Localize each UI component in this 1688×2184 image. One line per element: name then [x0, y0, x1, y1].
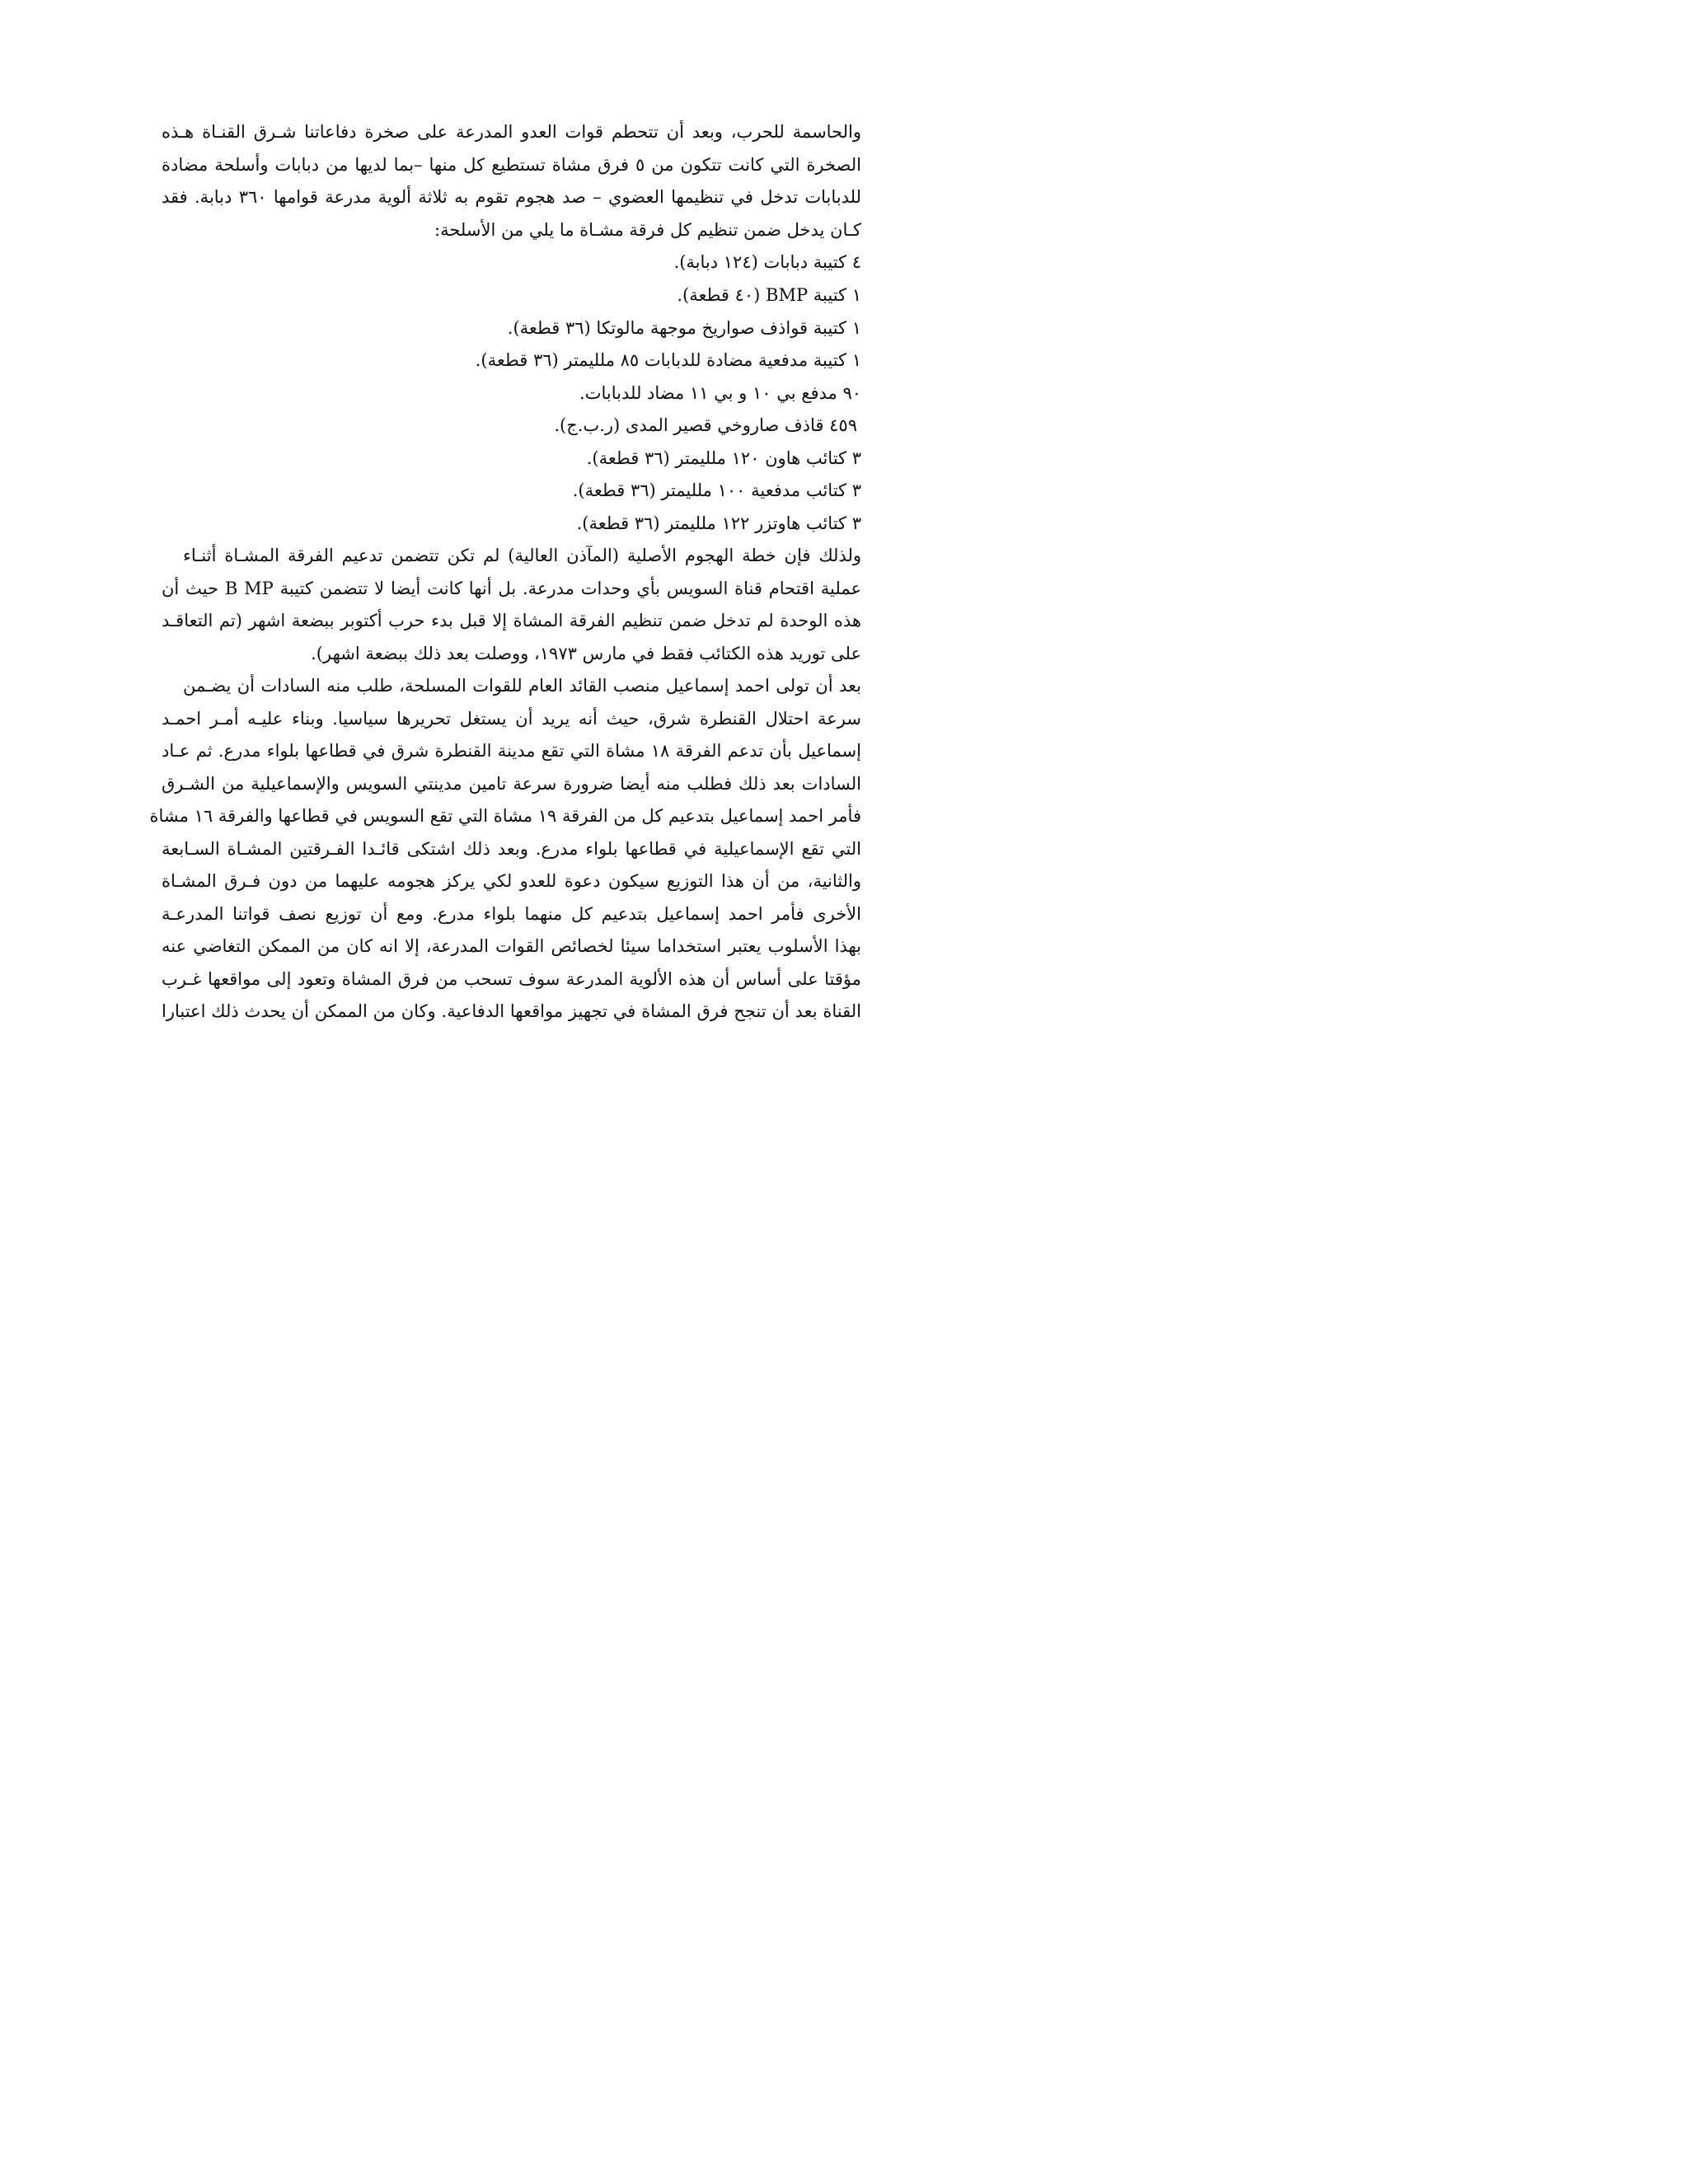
text-line: والثانية، من أن هذا التوزيع سيكون دعوة للعدو لكي يركز هجومه عليهما من دون فـرق المشـاة: [162, 871, 861, 891]
text-line: كـان يدخل ضمن تنظيم كل فرقة مشـاة ما يلي من الأسلحة:: [434, 220, 861, 240]
text-line: بعد أن تولى احمد إسماعيل منصب القائد العام للقوات المسلحة، طلب منه السادات أن يضـمن: [183, 676, 861, 696]
text-line: على توريد هذه الكتائب فقط في مارس ١٩٧٣، ووصلت بعد ذلك ببضعة اشهر).: [311, 644, 861, 663]
text-line: الصخرة التي كانت تتكون من ٥ فرق مشاة تستطيع كل منها –بما لديها من دبابات وأسلحة مضادة: [162, 155, 861, 175]
text-line: عملية اقتحام قناة السويس بأي وحدات مدرعة. بل أنها كانت أيضا لا تتضمن كتيبة B MP حيث أن: [162, 579, 861, 598]
list-item: ٩٠ مدفع بي ١٠ و بي ١١ مضاد للدبابات.: [579, 383, 861, 403]
text-line: الأخرى فأمر احمد إسماعيل بتدعيم كل منهما بلواء مدرع. ومع أن توزيع نصف قواتنا المدرعـة: [162, 904, 861, 924]
list-item: ٣ كتائب مدفعية ١٠٠ ملليمتر (٣٦ قطعة).: [572, 480, 861, 500]
text-line: القناة بعد أن تنجح فرق المشاة في تجهيز مواقعها الدفاعية. وكان من الممكن أن يحدث ذلك اعتبارا: [162, 1001, 861, 1021]
text-line: فأمر احمد إسماعيل بتدعيم كل من الفرقة ١٩ مشاة التي تقع السويس في قطاعها والفرقة ١٦ مشاة: [149, 806, 861, 826]
text-line: السادات بعد ذلك فطلب منه أيضا ضرورة سرعة تامين مدينتي السويس والإسماعيلية من الشـرق: [162, 774, 862, 794]
list-item: ٤ كتيبة دبابات (١٢٤ دبابة).: [673, 252, 861, 272]
text-line: إسماعيل بأن تدعم الفرقة ١٨ مشاة التي تقع مدينة القنطرة شرق في قطاعها بلواء مدرع. ثم عـاد: [162, 741, 861, 761]
list-item: ٣ كتائب هاوتزر ١٢٢ ملليمتر (٣٦ قطعة).: [576, 513, 861, 533]
list-item: ١ كتيبة مدفعية مضادة للدبابات ٨٥ ملليمتر (٣٦ قطعة).: [475, 350, 861, 370]
text-line: للدبابات تدخل في تنظيمها العضوي – صد هجوم تقوم به ثلاثة ألوية مدرعة قوامها ٣٦٠ دبابة. فقد: [162, 187, 861, 207]
list-item: ١ كتيبة قواذف صواريخ موجهة مالوتكا (٣٦ قطعة).: [507, 318, 861, 338]
list-item: ٤٥٩ قاذف صاروخي قصير المدى (ر.ب.ج).: [554, 415, 857, 435]
text-line: بهذا الأسلوب يعتبر استخداما سيئا لخصائص القوات المدرعة، إلا انه كان من الممكن التغاضي عنه: [162, 936, 861, 956]
text-line: التي تقع الإسماعيلية في قطاعها بلواء مدرع. وبعد ذلك اشتكى قائـدا الفـرقتين المشـاة السـابعة: [162, 839, 861, 859]
text-line: ولذلك فإن خطة الهجوم الأصلية (المآذن العالية) لم تكن تتضمن تدعيم الفرقة المشـاة أثنـاء: [183, 546, 861, 565]
text-line: مؤقتا على أساس أن هذه الألوية المدرعة سوف تسحب من فرق المشاة وتعود إلى مواقعها غـرب: [162, 969, 861, 989]
list-item: ٣ كتائب هاون ١٢٠ ملليمتر (٣٦ قطعة).: [586, 448, 861, 468]
list-item: ١ كتيبة BMP (٤٠ قطعة).: [677, 285, 861, 305]
text-line: هذه الوحدة لم تدخل ضمن تنظيم الفرقة المشاة إلا قبل بدء حرب أكتوبر ببضعة اشهر (تم التعاقـد: [162, 611, 861, 630]
document-page: [0, 0, 1023, 1323]
text-line: والحاسمة للحرب، وبعد أن تتحطم قوات العدو المدرعة على صخرة دفاعاتنا شـرق القنـاة هـذه: [162, 122, 861, 142]
text-line: سرعة احتلال القنطرة شرق، حيث أنه يريد أن يستغل تحريرها سياسيا. وبناء عليـه أمـر احمـد: [162, 709, 861, 729]
